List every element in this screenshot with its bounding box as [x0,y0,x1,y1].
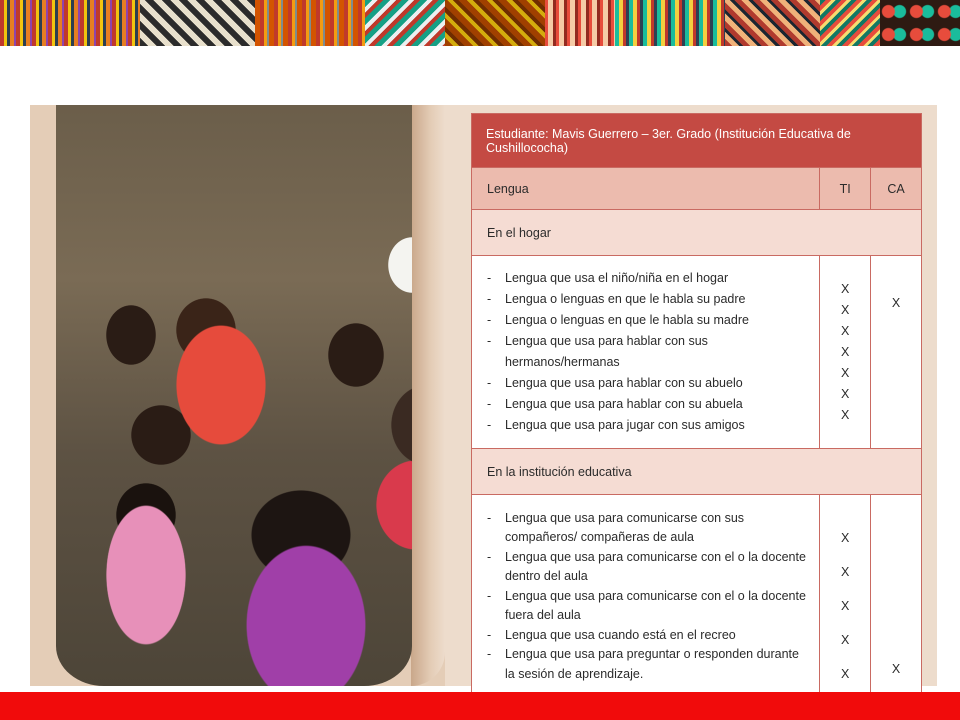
ti-mark: X [841,633,850,647]
list-item: - Lengua o lenguas en que le habla su madre [487,313,749,327]
list-item: - Lengua que usa para jugar con sus amigos [487,418,745,432]
ti-mark: X [841,386,850,401]
home-items-list [472,256,819,448]
textile-strip [140,0,255,46]
children-photo [56,105,412,686]
school-items-cell [472,495,820,699]
list-item: - Lengua que usa para hablar con sus hermanos/hermanas [487,334,708,369]
list-item: - Lengua que usa el niño/niña en el hogar [487,271,729,285]
list-item: - Lengua que usa para hablar con su abuela [487,397,743,411]
home-items-cell [472,256,820,449]
textile-strip [255,0,365,46]
photo-frame-curve [411,105,445,686]
list-item: - Lengua o lenguas en que le habla su padre [487,292,746,306]
ti-mark: X [841,323,850,338]
ti-mark: X [841,302,850,317]
header-lengua: Lengua [472,168,820,210]
section-label-home: En el hogar [472,210,922,256]
ti-mark: X [841,365,850,380]
school-ti-marks [820,521,870,691]
bottom-bar [0,692,960,720]
textile-strip [365,0,445,46]
textile-strip [445,0,545,46]
textile-strip [880,0,960,46]
ti-mark: X [841,344,850,359]
school-ca-cell [871,495,922,699]
list-item: - Lengua que usa para preguntar o responden durante la sesión de aprendizaje. [487,647,799,681]
language-table [471,113,922,699]
textile-strip [615,0,725,46]
textile-banner [0,0,960,46]
home-ti-marks [820,279,870,426]
table-row-school [472,495,922,699]
home-ti-cell [820,256,871,449]
ti-mark: X [841,407,850,422]
table-header-row [472,168,922,210]
list-item: - Lengua que usa para comunicarse con el o la docente dentro del aula [487,549,806,584]
ti-mark: X [841,667,850,681]
ti-mark: X [841,565,850,579]
header-ti: TI [820,168,871,210]
textile-strip [820,0,880,46]
home-ca-cell [871,256,922,449]
school-ti-cell [820,495,871,699]
textile-strip [545,0,615,46]
list-item: - Lengua que usa para comunicarse con el o la docente fuera del aula [487,588,806,623]
ti-mark: X [841,531,850,545]
table-row-home [472,256,922,449]
list-item: - Lengua que usa para comunicarse con sus compañeros/ compañeras de aula [487,510,745,545]
ca-mark: X [891,296,901,310]
section-row-home [472,210,922,256]
textile-strip [725,0,820,46]
list-item: - Lengua que usa para hablar con su abuelo [487,376,743,390]
ti-mark: X [841,599,850,613]
ca-mark: X [891,662,901,676]
section-row-school [472,449,922,495]
textile-strip [0,0,140,46]
school-items-list [472,497,819,697]
ti-mark: X [841,281,850,296]
section-label-school: En la institución educativa [472,449,922,495]
list-item: - Lengua que usa cuando está en el recreo [487,627,736,642]
header-ca: CA [871,168,922,210]
table-title: Estudiante: Mavis Guerrero – 3er. Grado (Institución Educativa de Cushillococha) [472,114,922,168]
